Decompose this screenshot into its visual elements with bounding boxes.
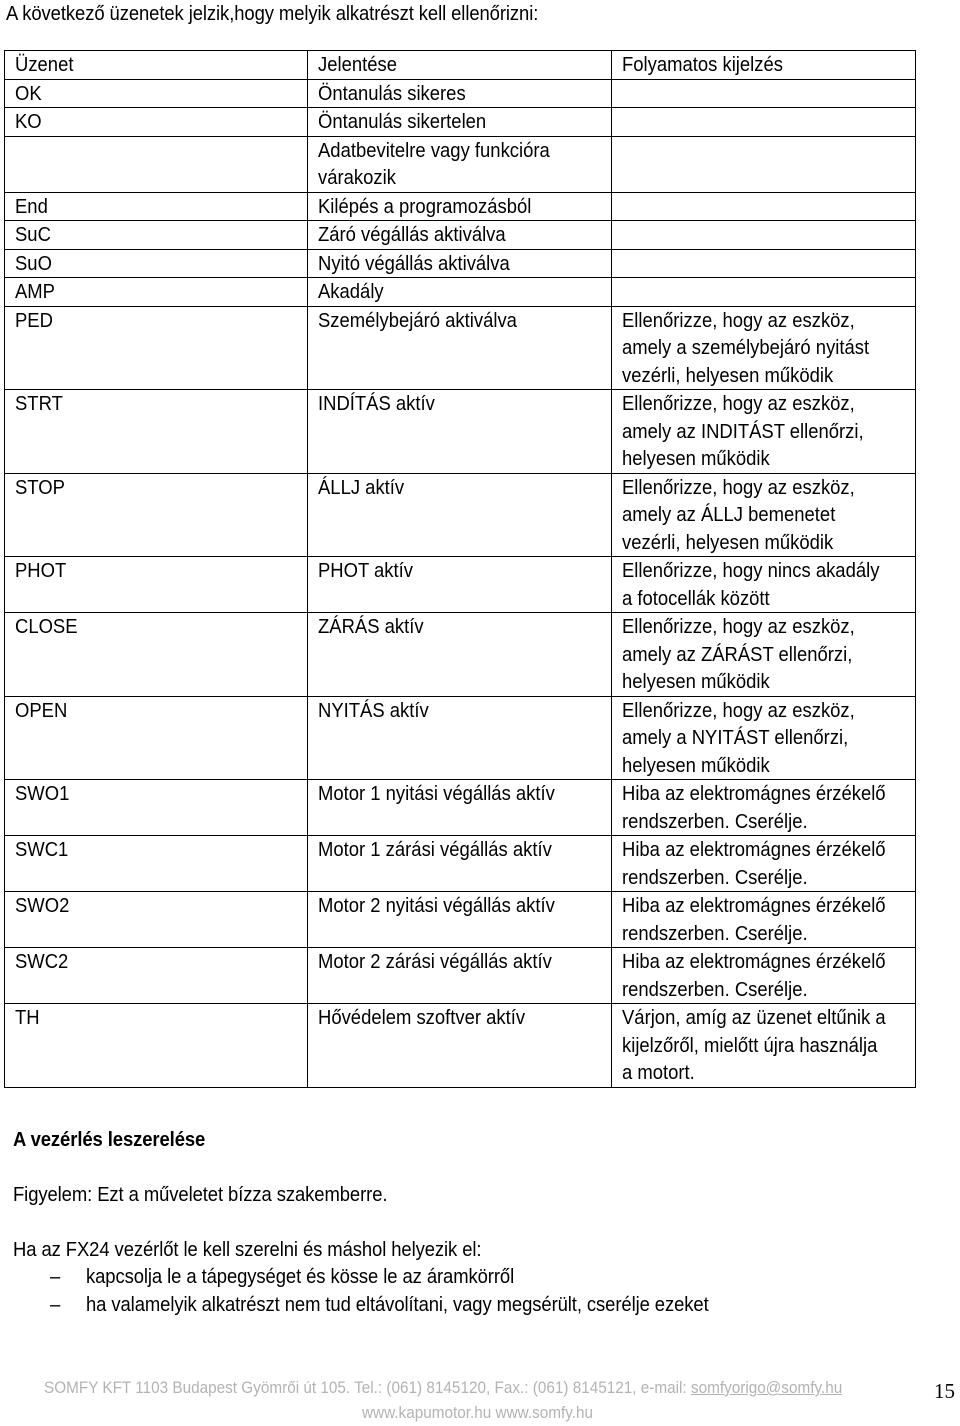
header-cell: Jelentése (308, 51, 612, 80)
meaning-cell: Nyitó végállás aktiválva (308, 249, 612, 278)
display-cell (612, 221, 916, 250)
meaning-cell: Motor 2 nyitási végállás aktív (308, 892, 612, 948)
meaning-cell: Öntanulás sikeres (308, 79, 612, 108)
table-header-row (5, 51, 916, 80)
display-cell: Ellenőrizze, hogy az eszköz, amely az INDITÁST ellenőrzi, helyesen működik (612, 390, 916, 474)
meaning-cell: ZÁRÁS aktív (308, 613, 612, 697)
bullet-text: kapcsolja le a tápegységet és kösse le az áramkörről (86, 1265, 515, 1288)
meaning-cell: PHOT aktív (308, 557, 612, 613)
display-cell (612, 249, 916, 278)
display-cell: Hiba az elektromágnes érzékelő rendszerben. Cserélje. (612, 780, 916, 836)
meaning-cell: NYITÁS aktív (308, 696, 612, 780)
instruction-text: Ha az FX24 vezérlőt le kell szerelni és máshol helyezik el: (13, 1238, 482, 1261)
footer-email-link[interactable]: somfyorigo@somfy.hu (690, 1378, 843, 1397)
table-row (5, 221, 916, 250)
table-row (5, 473, 916, 557)
display-cell: Ellenőrizze, hogy az eszköz, amely a NYITÁST ellenőrzi, helyesen működik (612, 696, 916, 780)
message-code-cell (5, 136, 308, 192)
display-cell: Ellenőrizze, hogy az eszköz, amely az ZÁRÁST ellenőrzi, helyesen működik (612, 613, 916, 697)
meaning-cell: Motor 1 zárási végállás aktív (308, 836, 612, 892)
message-code-cell: End (5, 192, 308, 221)
meaning-cell: Adatbevitelre vagy funkcióra várakozik (308, 136, 612, 192)
display-cell: Hiba az elektromágnes érzékelő rendszerben. Cserélje. (612, 836, 916, 892)
meaning-cell: Öntanulás sikertelen (308, 108, 612, 137)
message-code-cell: CLOSE (5, 613, 308, 697)
table-row (5, 79, 916, 108)
table-row (5, 696, 916, 780)
table-row (5, 249, 916, 278)
display-cell: Hiba az elektromágnes érzékelő rendszerben. Cserélje. (612, 948, 916, 1004)
footer-websites[interactable]: www.kapumotor.hu www.somfy.hu (362, 1403, 594, 1422)
message-code-cell: OK (5, 79, 308, 108)
message-code-cell: SWO1 (5, 780, 308, 836)
message-table (4, 50, 916, 1088)
meaning-cell: ÁLLJ aktív (308, 473, 612, 557)
meaning-cell: Akadály (308, 278, 612, 307)
display-cell: Ellenőrizze, hogy nincs akadály a fotocellák között (612, 557, 916, 613)
table-row (5, 557, 916, 613)
bullet-dash: – (50, 1265, 61, 1288)
table-row (5, 780, 916, 836)
message-table-body (5, 51, 916, 1088)
header-cell: Folyamatos kijelzés (612, 51, 916, 80)
warning-text: Figyelem: Ezt a műveletet bízza szakemberre. (13, 1183, 388, 1206)
display-cell (612, 79, 916, 108)
table-row (5, 892, 916, 948)
meaning-cell: Hővédelem szoftver aktív (308, 1004, 612, 1088)
table-row (5, 836, 916, 892)
table-row (5, 108, 916, 137)
meaning-cell: INDÍTÁS aktív (308, 390, 612, 474)
message-code-cell: OPEN (5, 696, 308, 780)
display-cell: Ellenőrizze, hogy az eszköz, amely a személybejáró nyitást vezérli, helyesen működik (612, 306, 916, 390)
message-code-cell: SuO (5, 249, 308, 278)
message-code-cell: STRT (5, 390, 308, 474)
message-code-cell: SWC1 (5, 836, 308, 892)
table-row (5, 278, 916, 307)
message-code-cell: TH (5, 1004, 308, 1088)
bullet-text: ha valamelyik alkatrészt nem tud eltávolítani, vagy megsérült, cserélje ezeket (86, 1293, 709, 1316)
display-cell: Hiba az elektromágnes érzékelő rendszerben. Cserélje. (612, 892, 916, 948)
footer-contact-line (44, 1374, 842, 1402)
display-cell (612, 278, 916, 307)
display-cell (612, 108, 916, 137)
table-row (5, 136, 916, 192)
table-row (5, 306, 916, 390)
page-number: 15 (934, 1379, 955, 1403)
message-code-cell: STOP (5, 473, 308, 557)
intro-text: A következő üzenetek jelzik,hogy melyik alkatrészt kell ellenőrizni: (6, 2, 539, 25)
meaning-cell: Motor 1 nyitási végállás aktív (308, 780, 612, 836)
table-row (5, 1004, 916, 1088)
meaning-cell: Személybejáró aktiválva (308, 306, 612, 390)
message-code-cell: KO (5, 108, 308, 137)
footer-contact-text: SOMFY KFT 1103 Budapest Gyömrői út 105. Tel.: (061) 8145120, Fax.: (061) 8145121, e-mail: (44, 1378, 691, 1397)
display-cell (612, 136, 916, 192)
bullet-dash: – (50, 1293, 61, 1316)
display-cell: Várjon, amíg az üzenet eltűnik a kijelzőről, mielőtt újra használja a motort. (612, 1004, 916, 1088)
meaning-cell: Kilépés a programozásból (308, 192, 612, 221)
table-row (5, 613, 916, 697)
header-cell: Üzenet (5, 51, 308, 80)
message-code-cell: SWO2 (5, 892, 308, 948)
section-title: A vezérlés leszerelése (13, 1128, 206, 1151)
meaning-cell: Motor 2 zárási végállás aktív (308, 948, 612, 1004)
message-code-cell: SWC2 (5, 948, 308, 1004)
message-code-cell: PHOT (5, 557, 308, 613)
table-row (5, 192, 916, 221)
message-code-cell: PED (5, 306, 308, 390)
meaning-cell: Záró végállás aktiválva (308, 221, 612, 250)
message-code-cell: SuC (5, 221, 308, 250)
display-cell (612, 192, 916, 221)
message-code-cell: AMP (5, 278, 308, 307)
display-cell: Ellenőrizze, hogy az eszköz, amely az ÁLLJ bemenetet vezérli, helyesen működik (612, 473, 916, 557)
table-row (5, 948, 916, 1004)
table-row (5, 390, 916, 474)
